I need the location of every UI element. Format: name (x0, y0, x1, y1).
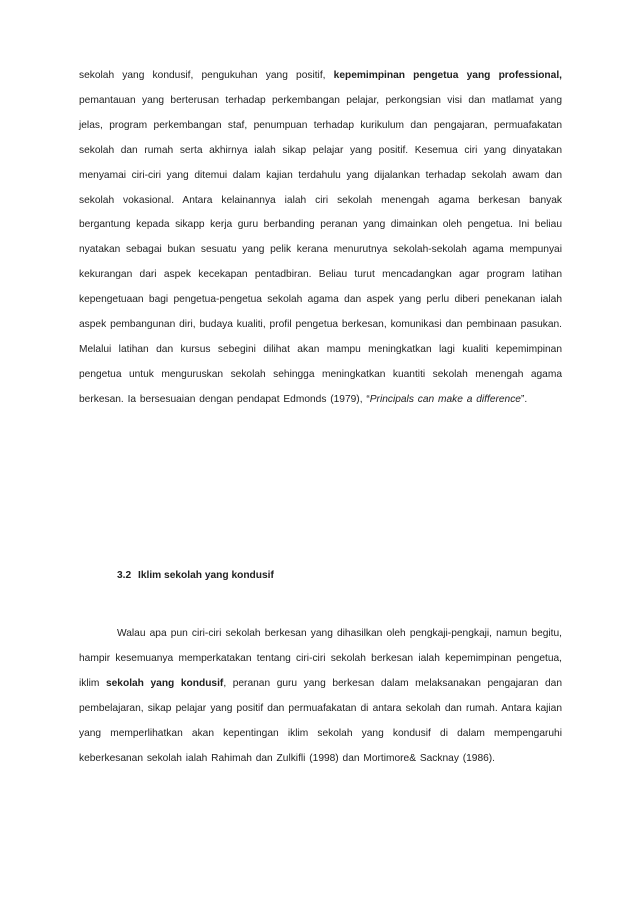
paragraph-conducive-climate (79, 622, 562, 771)
paragraph-text: , peranan guru yang berkesan dalam melaksanakan pengajaran dan pembelajaran, sikap pelajar yang positif dan permuafakatan di antara sekolah dan rumah. Antara kajian yang memperlihatkan akan kepentingan iklim sekolah yang kondusif di dalam mempengaruhi keberkesanan sekolah ialah Rahimah dan Zulkifli (1998) dan Mortimore& Sacknay (1986). (79, 677, 563, 764)
bold-phrase-conducive-school: sekolah yang kondusif (105, 677, 224, 689)
section-title: Iklim sekolah yang kondusif (138, 570, 274, 581)
paragraph-effective-school-traits (79, 64, 562, 413)
paragraph-text: Walau apa pun ciri-ciri sekolah berkesan yang dihasilkan oleh pengkaji-pengkaji, namun begitu, hampir kesemuanya memperkatakan tentang ciri-ciri sekolah berkesan ialah kepemimpinan pengetua, iklim (79, 628, 562, 689)
section-number: 3.2 (117, 570, 132, 581)
italic-quote: Principals can make a difference (369, 393, 521, 405)
paragraph-text: pemantauan yang berterusan terhadap perkembangan pelajar, perkongsian visi dan matlamat yang jelas, program perkembangan staf, penumpuan terhadap kurikulum dan pengajaran, permuafakatan sekolah dan rumah serta akhirnya ialah sikap pelajar yang positif. Kesemua ciri yang dinyatakan menyamai ciri-ciri yang ditemui dalam kajian terdahulu yang dijalankan terhadap sekolah awam dan sekolah vokasional. Antara kelainannya ialah ciri sekolah menengah agama berkesan banyak bergantung kepada sikapp kerja guru berbanding peranan yang dimainkan oleh pengetua. Ini beliau nyatakan sebagai bukan sesuatu yang pelik kerana menurutnya sekolah-sekolah agama mempunyai kekurangan dari aspek kecekapan pentadbiran. Beliau turut mencadangkan agar program latihan kepengetuaan bagi pengetua-pengetua sekolah agama dan aspek yang perlu diberi penekanan ialah aspek pembangunan diri, budaya kualiti, profil pengetua berkesan, komunikasi dan pembinaan pasukan. Melalui latihan dan kursus sebegini dilihat akan mampu meningkatkan lagi kualiti kepemimpinan pengetua untuk menguruskan sekolah sehingga meningkatkan kuantiti sekolah menengah agama berkesan. Ia bersesuaian dengan pendapat Edmonds (1979), “ (79, 94, 562, 405)
bold-phrase-professional-leadership: kepemimpinan pengetua yang professional, (333, 70, 562, 81)
section-heading (117, 567, 274, 585)
paragraph-text: ”. (520, 393, 528, 405)
paragraph-text: sekolah yang kondusif, pengukuhan yang positif, (79, 70, 334, 81)
